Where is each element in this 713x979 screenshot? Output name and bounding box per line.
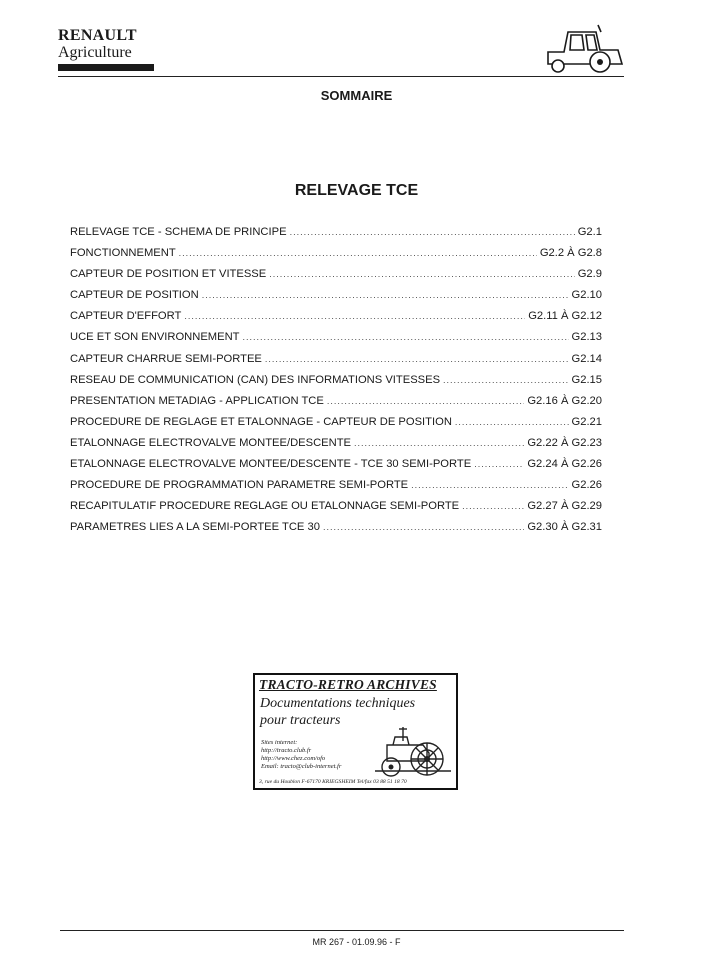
brand-subtitle: Agriculture [58,44,132,61]
stamp-sites-label: Sites internet: [261,739,298,746]
toc-entry-title: ETALONNAGE ELECTROVALVE MONTEE/DESCENTE - TCE 30 SEMI-PORTE [70,458,472,471]
toc-leader-dots [179,248,537,258]
toc-entry-title: PROCEDURE DE PROGRAMMATION PARAMETRE SEMI-PORTE [70,479,409,492]
toc-entry[interactable] [70,331,602,352]
toc-entry-title: CAPTEUR CHARRUE SEMI-PORTEE [70,352,262,365]
toc-entry-title: PARAMETRES LIES A LA SEMI-PORTEE TCE 30 [70,521,320,534]
brand-logo [58,28,137,61]
header-rule [58,76,624,77]
stamp-title: TRACTO-RETRO ARCHIVES [259,677,437,692]
stamp-email: Email: tracto@club-internet.fr [261,763,342,770]
toc-entry-page: G2.11 À G2.12 [528,310,602,323]
toc-entry[interactable] [70,395,602,416]
stamp-site-1: http://tracto.club.fr [261,747,312,754]
toc-entry-page: G2.2 À G2.8 [539,247,602,260]
toc-entry-title: RELEVAGE TCE - SCHEMA DE PRINCIPE [70,226,287,238]
toc-entry-page: G2.1 [577,226,602,238]
toc-entry[interactable] [70,374,602,395]
toc-leader-dots [269,269,574,279]
stamp-address: 3, rue du Houblon F-67170 KRIEGSHEIM Tel/fax 03 88 51 18 70 [259,779,407,785]
archive-stamp [253,673,458,790]
stamp-line-2: pour tracteurs [260,713,341,728]
toc-entry[interactable] [70,416,602,437]
toc-leader-dots [411,480,568,490]
toc-entry-page: G2.15 [571,373,602,386]
section-title: RELEVAGE TCE [294,182,419,199]
toc-leader-dots [443,375,568,385]
toc-leader-dots [290,227,575,237]
toc-entry-title: PRESENTATION METADIAG - APPLICATION TCE [70,394,324,407]
toc-entry-page: G2.27 À G2.29 [527,500,602,513]
toc-leader-dots [455,417,569,427]
toc-entry[interactable] [70,521,602,542]
toc-leader-dots [184,311,525,321]
footer-reference: MR 267 - 01.09.96 - F [312,937,401,947]
toc-entry-page: G2.26 [571,479,602,492]
stamp-line-1: Documentations techniques [260,696,416,711]
toc-entry-title: ETALONNAGE ELECTROVALVE MONTEE/DESCENTE [70,436,351,449]
toc-leader-dots [474,459,524,469]
sommaire-heading: SOMMAIRE [320,88,393,103]
toc-entry[interactable] [70,458,602,479]
toc-entry[interactable] [70,437,602,458]
toc-entry-page: G2.9 [577,268,602,281]
toc-entry-page: G2.13 [571,331,602,344]
toc-entry-page: G2.10 [571,289,602,302]
vintage-tractor-icon [373,723,453,779]
toc-entry-title: FONCTIONNEMENT [70,247,176,260]
table-of-contents [70,226,602,542]
toc-entry[interactable] [70,310,602,331]
toc-entry-page: G2.21 [571,415,602,428]
toc-entry-title: CAPTEUR DE POSITION [70,289,199,302]
toc-leader-dots [327,396,525,406]
toc-entry[interactable] [70,268,602,289]
toc-entry-title: CAPTEUR DE POSITION ET VITESSE [70,268,267,281]
toc-entry[interactable] [70,289,602,310]
toc-leader-dots [354,438,524,448]
toc-entry-page: G2.16 À G2.20 [527,394,602,407]
toc-entry-title: RECAPITULATIF PROCEDURE REGLAGE OU ETALONNAGE SEMI-PORTE [70,500,460,513]
toc-leader-dots [265,354,569,364]
tractor-icon [538,22,624,74]
toc-entry-page: G2.22 À G2.23 [527,436,602,449]
toc-entry[interactable] [70,479,602,500]
toc-entry[interactable] [70,353,602,374]
brand-bar [58,64,154,71]
toc-entry[interactable] [70,226,602,247]
toc-leader-dots [243,332,569,342]
toc-entry-title: UCE ET SON ENVIRONNEMENT [70,331,240,344]
toc-entry-title: RESEAU DE COMMUNICATION (CAN) DES INFORMATIONS VITESSES [70,373,441,386]
stamp-site-2: http://www.chez.com/ofo [261,755,326,762]
toc-entry-page: G2.14 [571,352,602,365]
toc-entry-page: G2.30 À G2.31 [527,521,602,534]
toc-entry-page: G2.24 À G2.26 [527,458,602,471]
toc-leader-dots [462,501,524,511]
brand-name: RENAULT [58,27,137,44]
toc-entry[interactable] [70,500,602,521]
stamp-contact-info [261,739,341,771]
toc-leader-dots [202,290,569,300]
toc-entry-title: CAPTEUR D'EFFORT [70,310,182,323]
toc-entry-title: PROCEDURE DE REGLAGE ET ETALONNAGE - CAPTEUR DE POSITION [70,415,452,428]
toc-entry[interactable] [70,247,602,268]
footer-rule [60,930,624,931]
toc-leader-dots [323,522,524,532]
